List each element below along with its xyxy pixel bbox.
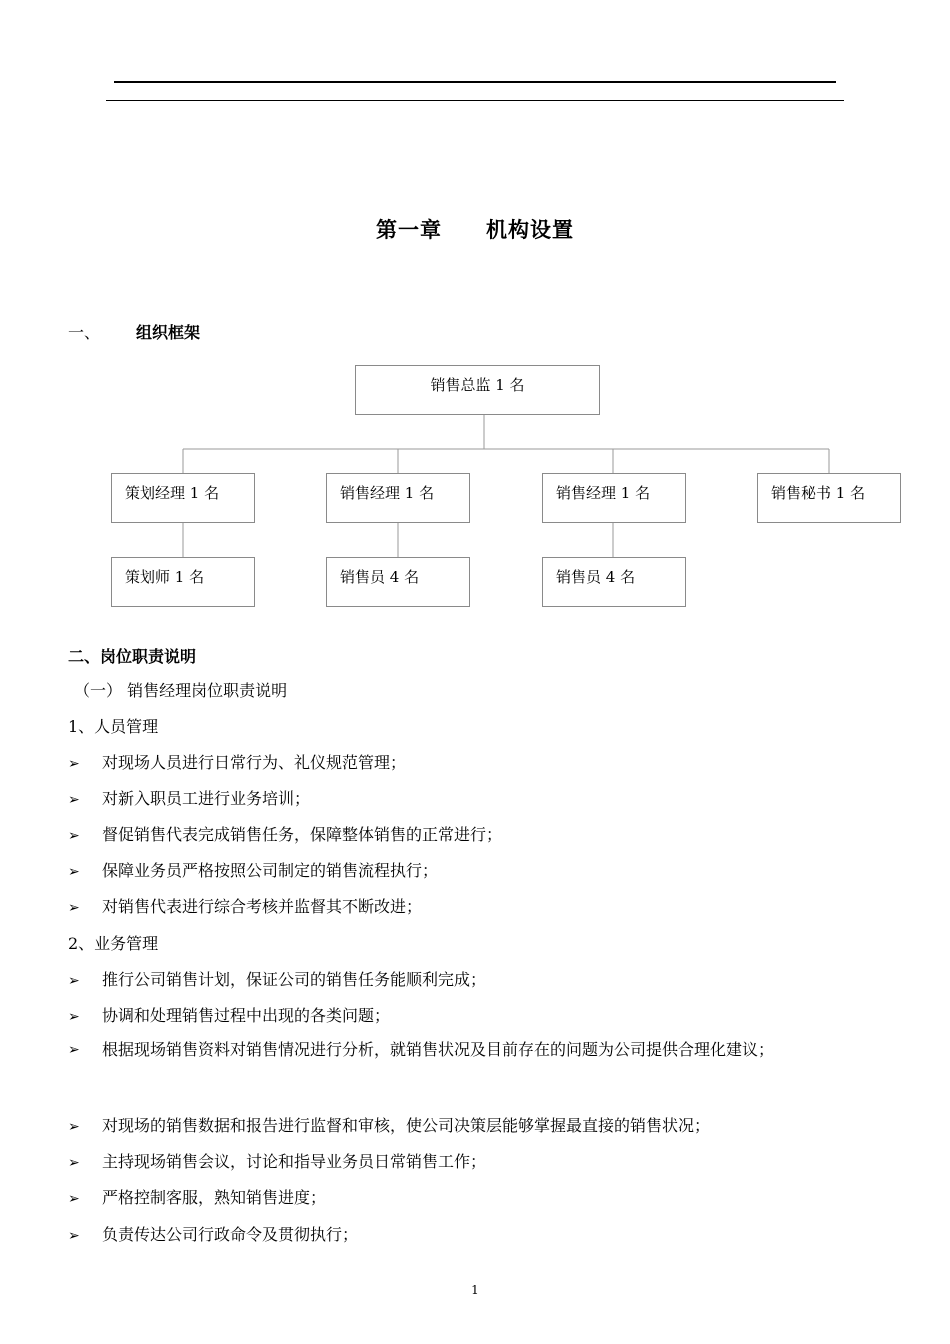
org-box-sales-manager-2: 销售经理 1 名 bbox=[542, 473, 686, 523]
bullet-arrow-icon: ➢ bbox=[68, 792, 80, 808]
bullet-arrow-icon: ➢ bbox=[68, 1119, 80, 1135]
bullet-arrow-icon: ➢ bbox=[68, 1042, 80, 1058]
list-item: ➢ 对现场人员进行日常行为、礼仪规范管理； bbox=[68, 753, 407, 772]
bullet-arrow-icon: ➢ bbox=[68, 1191, 80, 1207]
org-chart-connectors bbox=[0, 0, 950, 620]
bullet-arrow-icon: ➢ bbox=[68, 1155, 80, 1171]
bullet-arrow-icon: ➢ bbox=[68, 1009, 80, 1025]
list-item: ➢ 协调和处理销售过程中出现的各类问题； bbox=[68, 1006, 391, 1025]
section1-title: 组织框架 bbox=[136, 323, 201, 342]
org-box-planner: 策划师 1 名 bbox=[111, 557, 255, 607]
chapter-number: 第一章 bbox=[376, 218, 442, 242]
org-box-sales-director: 销售总监 1 名 bbox=[355, 365, 600, 415]
header-rule-bottom bbox=[106, 100, 844, 101]
list-item: ➢ 根据现场销售资料对销售情况进行分析，就销售状况及目前存在的问题为公司提供合理化建议； bbox=[68, 1032, 888, 1068]
chapter-title bbox=[0, 214, 950, 244]
list-item: ➢ 严格控制客服，熟知销售进度； bbox=[68, 1188, 327, 1207]
bullet-arrow-icon: ➢ bbox=[68, 756, 80, 772]
org-box-planning-manager: 策划经理 1 名 bbox=[111, 473, 255, 523]
list-item: ➢ 督促销售代表完成销售任务，保障整体销售的正常进行； bbox=[68, 825, 503, 844]
bullet-arrow-icon: ➢ bbox=[68, 1228, 80, 1244]
list-item: ➢ 主持现场销售会议，讨论和指导业务员日常销售工作； bbox=[68, 1152, 487, 1171]
list-item: ➢ 推行公司销售计划，保证公司的销售任务能顺利完成； bbox=[68, 970, 487, 989]
list-item: ➢ 保障业务员严格按照公司制定的销售流程执行； bbox=[68, 861, 439, 880]
list-item: ➢ 对新入职员工进行业务培训； bbox=[68, 789, 311, 808]
list-item: ➢ 负责传达公司行政命令及贯彻执行； bbox=[68, 1225, 359, 1244]
subsection-title: （一） 销售经理岗位职责说明 bbox=[74, 681, 288, 700]
org-box-salesperson-2: 销售员 4 名 bbox=[542, 557, 686, 607]
bullet-arrow-icon: ➢ bbox=[68, 828, 80, 844]
chapter-name: 机构设置 bbox=[486, 218, 574, 242]
section2-title: 二、岗位职责说明 bbox=[68, 647, 197, 666]
list-item: ➢ 对销售代表进行综合考核并监督其不断改进； bbox=[68, 897, 423, 916]
bullet-arrow-icon: ➢ bbox=[68, 973, 80, 989]
group2-heading: 2、业务管理 bbox=[68, 934, 159, 953]
header-rule-top bbox=[114, 81, 836, 83]
bullet-arrow-icon: ➢ bbox=[68, 900, 80, 916]
org-box-salesperson-1: 销售员 4 名 bbox=[326, 557, 470, 607]
list-item: ➢ 对现场的销售数据和报告进行监督和审核，使公司决策层能够掌握最直接的销售状况； bbox=[68, 1116, 711, 1135]
section1-number: 一、 bbox=[68, 323, 101, 342]
org-box-sales-manager-1: 销售经理 1 名 bbox=[326, 473, 470, 523]
page-number: 1 bbox=[471, 1283, 479, 1297]
org-box-sales-secretary: 销售秘书 1 名 bbox=[757, 473, 901, 523]
group1-heading: 1、人员管理 bbox=[68, 717, 159, 736]
bullet-arrow-icon: ➢ bbox=[68, 864, 80, 880]
